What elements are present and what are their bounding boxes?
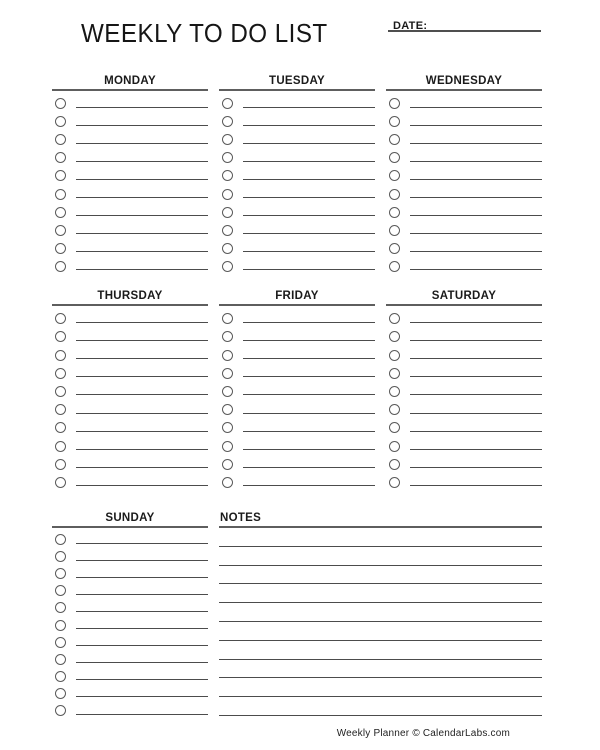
todo-row: [219, 254, 375, 272]
todo-write-line: [76, 269, 208, 270]
todo-row: [52, 528, 208, 545]
todo-rows: [219, 306, 375, 488]
todo-checkbox-circle-icon: [389, 368, 400, 379]
todo-checkbox-circle-icon: [55, 152, 66, 163]
todo-row: [386, 218, 542, 236]
todo-write-line: [243, 394, 375, 395]
todo-checkbox-circle-icon: [55, 585, 66, 596]
date-field: [388, 16, 541, 32]
todo-write-line: [76, 322, 208, 323]
todo-write-line: [76, 662, 208, 663]
day-header: SATURDAY: [386, 289, 542, 306]
todo-write-line: [243, 467, 375, 468]
todo-row: [52, 324, 208, 342]
todo-rows: [219, 91, 375, 272]
todo-checkbox-circle-icon: [389, 189, 400, 200]
todo-row: [219, 342, 375, 360]
todo-checkbox-circle-icon: [55, 261, 66, 272]
todo-write-line: [76, 560, 208, 561]
todo-checkbox-circle-icon: [55, 98, 66, 109]
todo-rows: [386, 91, 542, 272]
todo-checkbox-circle-icon: [55, 386, 66, 397]
todo-write-line: [243, 322, 375, 323]
todo-row: [52, 648, 208, 665]
todo-write-line: [410, 251, 542, 252]
todo-checkbox-circle-icon: [222, 170, 233, 181]
todo-write-line: [76, 449, 208, 450]
todo-write-line: [76, 358, 208, 359]
todo-checkbox-circle-icon: [222, 261, 233, 272]
todo-row: [52, 254, 208, 272]
todo-row: [219, 200, 375, 218]
todo-write-line: [76, 645, 208, 646]
todo-row: [52, 665, 208, 682]
todo-row: [219, 379, 375, 397]
todo-row: [52, 682, 208, 699]
todo-write-line: [410, 485, 542, 486]
todo-checkbox-circle-icon: [389, 170, 400, 181]
todo-row: [52, 397, 208, 415]
todo-write-line: [410, 358, 542, 359]
todo-write-line: [76, 696, 208, 697]
todo-checkbox-circle-icon: [389, 261, 400, 272]
todo-write-line: [243, 161, 375, 162]
todo-row: [219, 163, 375, 181]
todo-row: [386, 200, 542, 218]
week-section-middle: [52, 289, 542, 488]
todo-checkbox-circle-icon: [55, 705, 66, 716]
todo-write-line: [76, 611, 208, 612]
todo-row: [52, 306, 208, 324]
notes-write-line: [219, 528, 542, 547]
todo-write-line: [243, 449, 375, 450]
day-column-tuesday: [219, 74, 375, 272]
notes-write-line: [219, 678, 542, 697]
todo-row: [52, 415, 208, 433]
todo-row: [52, 631, 208, 648]
todo-write-line: [243, 340, 375, 341]
todo-checkbox-circle-icon: [55, 534, 66, 545]
todo-checkbox-circle-icon: [222, 225, 233, 236]
todo-checkbox-circle-icon: [55, 637, 66, 648]
todo-checkbox-circle-icon: [222, 422, 233, 433]
todo-write-line: [410, 413, 542, 414]
todo-write-line: [76, 431, 208, 432]
todo-write-line: [76, 543, 208, 544]
todo-write-line: [243, 431, 375, 432]
todo-row: [386, 91, 542, 109]
todo-row: [386, 145, 542, 163]
todo-checkbox-circle-icon: [389, 134, 400, 145]
todo-row: [219, 433, 375, 451]
todo-row: [219, 127, 375, 145]
todo-write-line: [76, 107, 208, 108]
todo-checkbox-circle-icon: [222, 189, 233, 200]
todo-row: [52, 562, 208, 579]
todo-write-line: [76, 161, 208, 162]
todo-checkbox-circle-icon: [55, 671, 66, 682]
todo-row: [52, 218, 208, 236]
todo-checkbox-circle-icon: [55, 243, 66, 254]
todo-row: [52, 91, 208, 109]
todo-row: [219, 306, 375, 324]
footer-credit: Weekly Planner © CalendarLabs.com: [336, 728, 510, 739]
day-header: SUNDAY: [52, 511, 208, 528]
todo-checkbox-circle-icon: [55, 568, 66, 579]
notes-write-line: [219, 566, 542, 585]
todo-write-line: [410, 161, 542, 162]
todo-checkbox-circle-icon: [55, 350, 66, 361]
todo-row: [52, 579, 208, 596]
todo-row: [52, 163, 208, 181]
todo-checkbox-circle-icon: [55, 620, 66, 631]
todo-row: [386, 452, 542, 470]
todo-row: [52, 596, 208, 613]
todo-checkbox-circle-icon: [55, 331, 66, 342]
todo-write-line: [410, 269, 542, 270]
todo-checkbox-circle-icon: [389, 313, 400, 324]
todo-rows: [52, 91, 208, 272]
todo-checkbox-circle-icon: [222, 331, 233, 342]
todo-row: [386, 361, 542, 379]
day-column-thursday: [52, 289, 208, 488]
todo-checkbox-circle-icon: [389, 422, 400, 433]
todo-write-line: [410, 322, 542, 323]
day-column-monday: [52, 74, 208, 272]
day-header: WEDNESDAY: [386, 74, 542, 91]
todo-row: [386, 324, 542, 342]
day-column-saturday: [386, 289, 542, 488]
day-header: MONDAY: [52, 74, 208, 91]
todo-write-line: [243, 233, 375, 234]
todo-write-line: [410, 431, 542, 432]
notes-write-line: [219, 660, 542, 679]
todo-write-line: [243, 269, 375, 270]
notes-write-line: [219, 603, 542, 622]
todo-row: [219, 109, 375, 127]
todo-write-line: [243, 107, 375, 108]
todo-checkbox-circle-icon: [222, 98, 233, 109]
todo-checkbox-circle-icon: [55, 189, 66, 200]
todo-checkbox-circle-icon: [222, 441, 233, 452]
todo-checkbox-circle-icon: [389, 243, 400, 254]
todo-checkbox-circle-icon: [55, 207, 66, 218]
todo-row: [386, 397, 542, 415]
todo-checkbox-circle-icon: [389, 441, 400, 452]
todo-checkbox-circle-icon: [389, 386, 400, 397]
notes-write-line: [219, 622, 542, 641]
todo-row: [52, 109, 208, 127]
todo-checkbox-circle-icon: [389, 404, 400, 415]
todo-checkbox-circle-icon: [55, 422, 66, 433]
todo-write-line: [243, 358, 375, 359]
todo-row: [219, 145, 375, 163]
todo-row: [52, 613, 208, 630]
day-header: FRIDAY: [219, 289, 375, 306]
todo-write-line: [76, 413, 208, 414]
todo-row: [386, 127, 542, 145]
todo-write-line: [76, 577, 208, 578]
todo-row: [386, 306, 542, 324]
todo-write-line: [76, 467, 208, 468]
todo-write-line: [243, 485, 375, 486]
todo-row: [219, 181, 375, 199]
todo-row: [219, 470, 375, 488]
todo-row: [52, 452, 208, 470]
todo-write-line: [76, 233, 208, 234]
todo-row: [52, 145, 208, 163]
todo-row: [52, 200, 208, 218]
todo-row: [219, 91, 375, 109]
page-title: WEEKLY TO DO LIST: [81, 18, 328, 48]
todo-row: [52, 342, 208, 360]
todo-checkbox-circle-icon: [55, 116, 66, 127]
todo-row: [386, 342, 542, 360]
todo-row: [219, 397, 375, 415]
todo-write-line: [76, 340, 208, 341]
todo-row: [386, 181, 542, 199]
todo-write-line: [410, 125, 542, 126]
day-header: TUESDAY: [219, 74, 375, 91]
todo-write-line: [410, 215, 542, 216]
todo-write-line: [410, 449, 542, 450]
todo-write-line: [76, 179, 208, 180]
todo-rows: [386, 306, 542, 488]
todo-write-line: [243, 179, 375, 180]
todo-write-line: [76, 628, 208, 629]
notes-write-line: [219, 697, 542, 716]
todo-write-line: [243, 143, 375, 144]
todo-checkbox-circle-icon: [55, 441, 66, 452]
todo-row: [386, 470, 542, 488]
todo-row: [52, 236, 208, 254]
todo-row: [219, 218, 375, 236]
todo-write-line: [410, 107, 542, 108]
todo-row: [386, 415, 542, 433]
todo-write-line: [243, 251, 375, 252]
day-column-wednesday: [386, 74, 542, 272]
notes-section: [219, 511, 542, 716]
notes-write-line: [219, 547, 542, 566]
date-label: DATE:: [393, 20, 428, 32]
todo-write-line: [410, 197, 542, 198]
todo-write-line: [410, 179, 542, 180]
todo-row: [52, 433, 208, 451]
todo-write-line: [410, 143, 542, 144]
todo-row: [52, 127, 208, 145]
todo-write-line: [76, 197, 208, 198]
todo-row: [52, 545, 208, 562]
todo-write-line: [76, 394, 208, 395]
todo-checkbox-circle-icon: [55, 225, 66, 236]
todo-checkbox-circle-icon: [55, 688, 66, 699]
todo-checkbox-circle-icon: [222, 350, 233, 361]
todo-row: [219, 415, 375, 433]
todo-checkbox-circle-icon: [55, 654, 66, 665]
todo-write-line: [410, 340, 542, 341]
todo-checkbox-circle-icon: [389, 225, 400, 236]
todo-rows: [52, 528, 208, 716]
todo-checkbox-circle-icon: [222, 404, 233, 415]
todo-write-line: [76, 679, 208, 680]
week-section-top: [52, 74, 542, 272]
todo-write-line: [410, 394, 542, 395]
todo-write-line: [76, 125, 208, 126]
todo-row: [219, 361, 375, 379]
todo-row: [219, 236, 375, 254]
todo-checkbox-circle-icon: [389, 350, 400, 361]
todo-checkbox-circle-icon: [222, 243, 233, 254]
todo-checkbox-circle-icon: [222, 313, 233, 324]
todo-checkbox-circle-icon: [222, 152, 233, 163]
todo-checkbox-circle-icon: [55, 459, 66, 470]
todo-row: [219, 452, 375, 470]
todo-row: [386, 163, 542, 181]
day-column-friday: [219, 289, 375, 488]
todo-checkbox-circle-icon: [389, 98, 400, 109]
notes-write-line: [219, 641, 542, 660]
todo-checkbox-circle-icon: [55, 477, 66, 488]
todo-checkbox-circle-icon: [389, 152, 400, 163]
todo-row: [52, 470, 208, 488]
todo-checkbox-circle-icon: [55, 134, 66, 145]
todo-checkbox-circle-icon: [389, 477, 400, 488]
todo-checkbox-circle-icon: [55, 313, 66, 324]
todo-checkbox-circle-icon: [55, 368, 66, 379]
todo-row: [52, 181, 208, 199]
todo-rows: [52, 306, 208, 488]
todo-checkbox-circle-icon: [222, 386, 233, 397]
todo-row: [52, 361, 208, 379]
todo-checkbox-circle-icon: [389, 207, 400, 218]
todo-write-line: [410, 376, 542, 377]
todo-write-line: [243, 197, 375, 198]
todo-checkbox-circle-icon: [55, 170, 66, 181]
todo-checkbox-circle-icon: [222, 134, 233, 145]
todo-checkbox-circle-icon: [222, 477, 233, 488]
todo-write-line: [76, 251, 208, 252]
todo-write-line: [76, 215, 208, 216]
todo-write-line: [243, 125, 375, 126]
todo-row: [52, 379, 208, 397]
todo-checkbox-circle-icon: [55, 602, 66, 613]
todo-write-line: [76, 143, 208, 144]
todo-write-line: [76, 594, 208, 595]
todo-write-line: [410, 233, 542, 234]
todo-write-line: [410, 467, 542, 468]
todo-row: [386, 433, 542, 451]
todo-row: [386, 109, 542, 127]
todo-checkbox-circle-icon: [389, 331, 400, 342]
todo-write-line: [76, 485, 208, 486]
todo-checkbox-circle-icon: [222, 459, 233, 470]
notes-lines: [219, 528, 542, 716]
todo-write-line: [76, 376, 208, 377]
todo-write-line: [243, 413, 375, 414]
day-column-sunday: [52, 511, 208, 716]
todo-checkbox-circle-icon: [55, 551, 66, 562]
todo-write-line: [243, 215, 375, 216]
notes-write-line: [219, 584, 542, 603]
todo-checkbox-circle-icon: [222, 116, 233, 127]
todo-checkbox-circle-icon: [222, 207, 233, 218]
todo-write-line: [76, 714, 208, 715]
todo-checkbox-circle-icon: [55, 404, 66, 415]
notes-header: NOTES: [219, 511, 542, 528]
todo-row: [386, 379, 542, 397]
todo-write-line: [243, 376, 375, 377]
todo-checkbox-circle-icon: [389, 459, 400, 470]
todo-row: [386, 254, 542, 272]
day-header: THURSDAY: [52, 289, 208, 306]
todo-checkbox-circle-icon: [222, 368, 233, 379]
todo-row: [219, 324, 375, 342]
todo-checkbox-circle-icon: [389, 116, 400, 127]
todo-row: [386, 236, 542, 254]
todo-row: [52, 699, 208, 716]
